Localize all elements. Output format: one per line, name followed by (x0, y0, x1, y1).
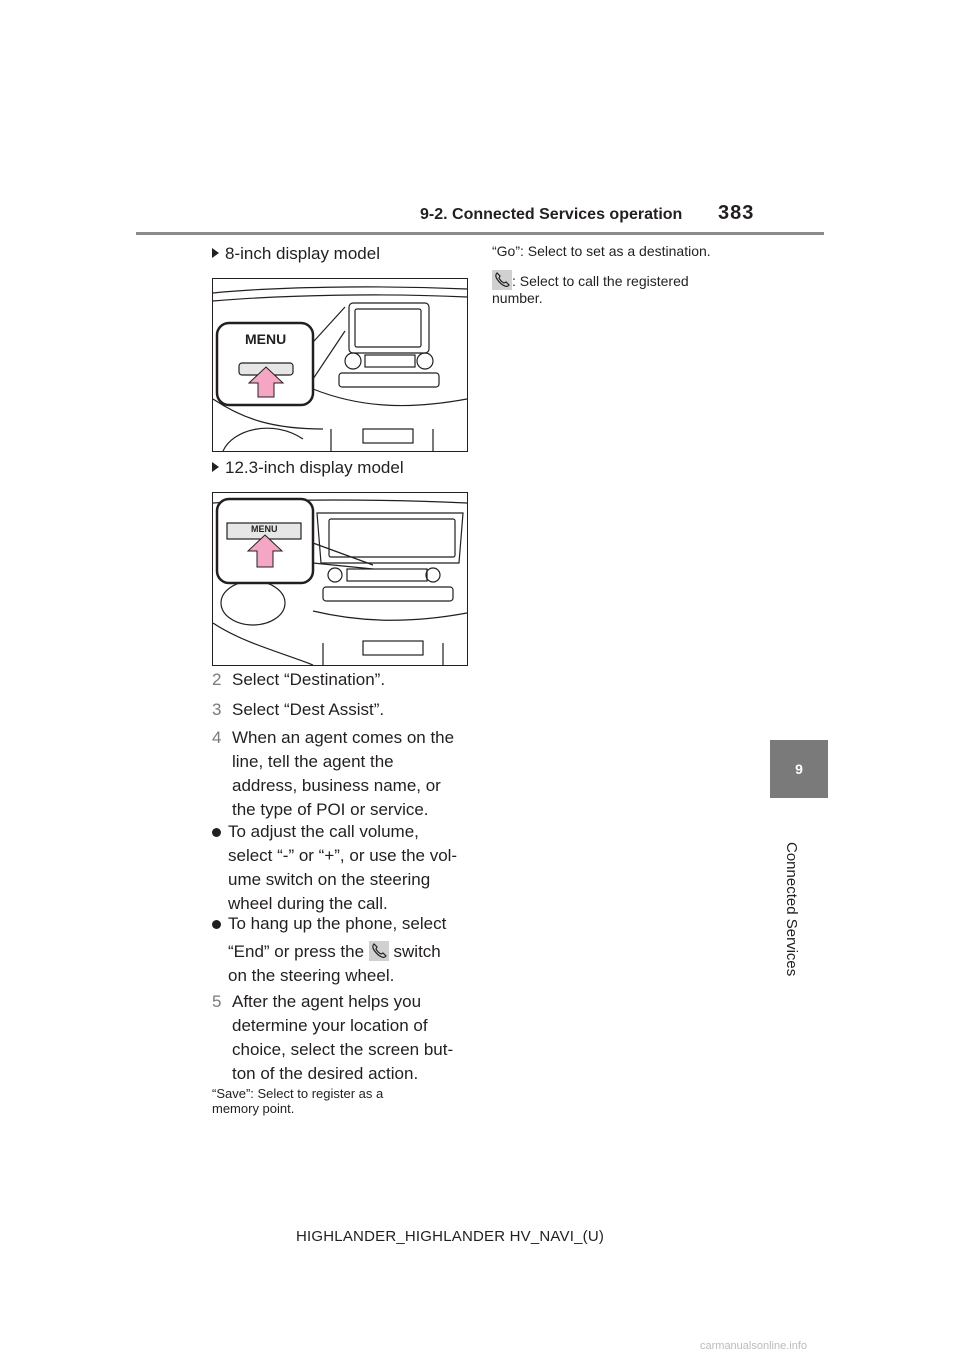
fig2-caption-row (212, 456, 404, 480)
dashboard-illustration-2 (213, 493, 467, 665)
go-note: “Go”: Select to set as a destination. (492, 243, 711, 259)
triangle-bullet-icon (212, 248, 219, 258)
phone-icon (492, 270, 512, 290)
bullet-hangup: To hang up the phone, select “End” or press the switch on the steering wheel. (212, 912, 472, 988)
header-rule (136, 232, 824, 235)
step-5: 5 After the agent helps you determine your location of choice, select the screen but- ton of the desired action. (212, 992, 454, 1083)
chapter-label: Connected Services (783, 842, 800, 977)
page-number: 383 (718, 202, 755, 224)
watermark: carmanualsonline.info (700, 1340, 808, 1352)
menu-button-label-2: MENU (251, 524, 278, 534)
call-note: : Select to call the registered number. (492, 270, 762, 307)
step-4: 4 When an agent comes on the line, tell the agent the address, business name, or the type of POI or service. (212, 728, 455, 819)
section-title: 9-2. Connected Services operation (420, 206, 683, 223)
save-note: “Save”: Select to register as a memory point. (212, 1086, 384, 1116)
fig1-caption-row (212, 242, 380, 266)
fig2-caption: 12.3-inch display model (225, 458, 404, 477)
step-2: 2 Select “Destination”. (212, 670, 386, 689)
triangle-bullet-icon (212, 462, 219, 472)
figure-12inch-dashboard (212, 492, 468, 666)
chapter-tab: 9 (770, 740, 828, 798)
bullet-dot (212, 920, 221, 929)
step-3: 3 Select “Dest Assist”. (212, 700, 385, 719)
bullet-dot (212, 828, 221, 837)
figure-8inch-dashboard (212, 278, 468, 452)
menu-button-label-1: MENU (245, 331, 287, 347)
fig1-caption: 8-inch display model (225, 244, 380, 263)
bullet-volume: To adjust the call volume, select “-” or “+”, or use the vol- ume switch on the steering wheel during the call. (212, 820, 472, 916)
footer-model: HIGHLANDER_HIGHLANDER HV_NAVI_(U) (296, 1228, 605, 1245)
dashboard-illustration-1 (213, 279, 467, 451)
phone-icon (369, 941, 389, 961)
